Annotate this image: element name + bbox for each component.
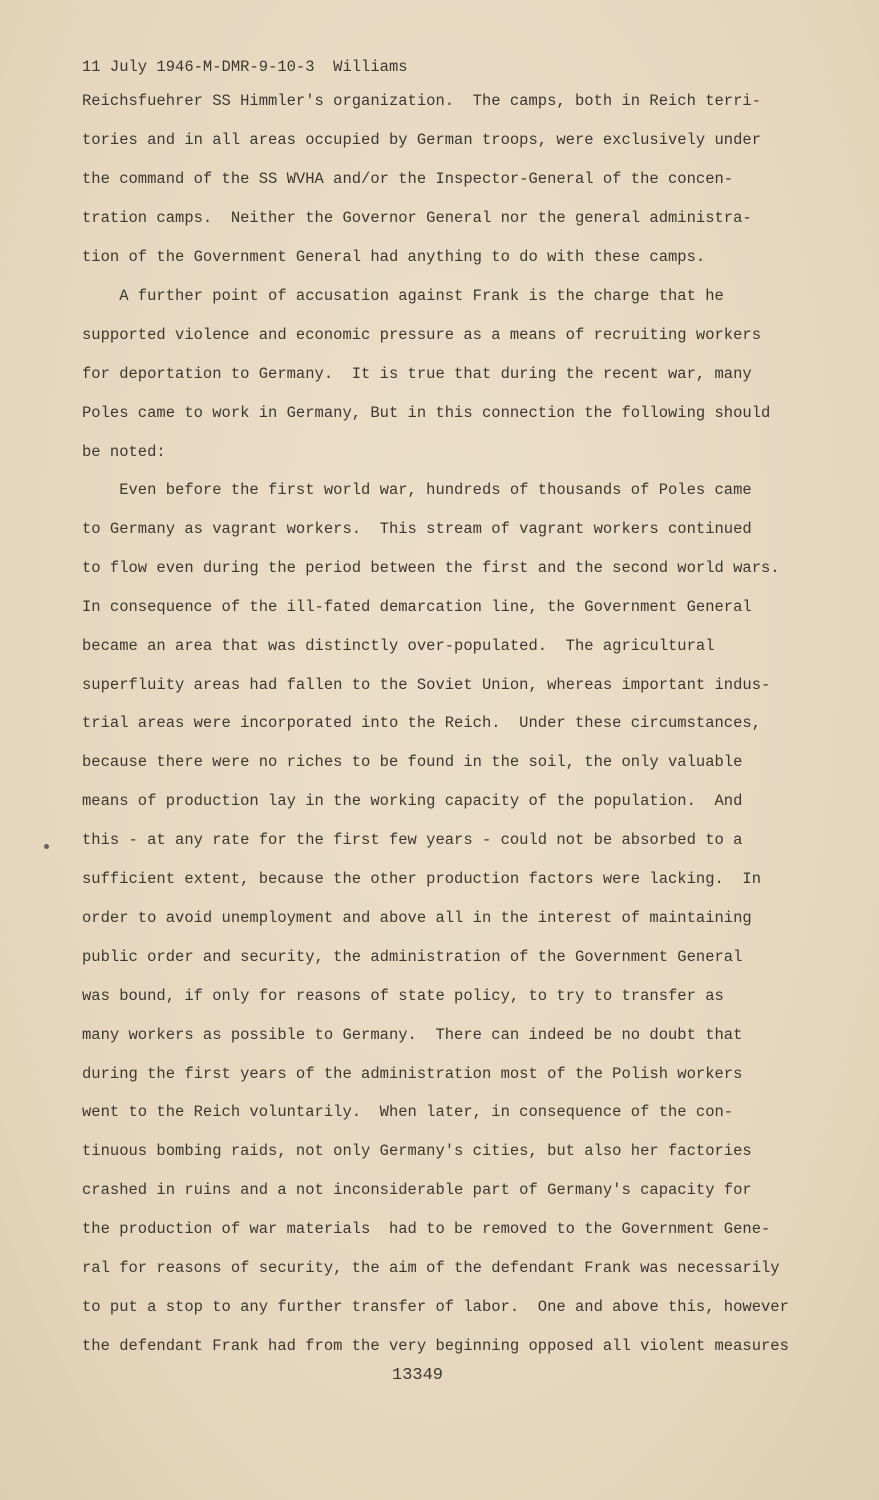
text-line: be noted:: [82, 443, 166, 461]
text-line: became an area that was distinctly over-populated. The agricultural: [82, 636, 715, 655]
text-line: to put a stop to any further transfer of labor. One and above this, however: [82, 1297, 789, 1316]
text-line: to flow even during the period between the first and the second world wars.: [82, 558, 780, 577]
page-header: 11 July 1946-M-DMR-9-10-3 Williams: [82, 58, 408, 76]
text-line: this - at any rate for the first few years - could not be absorbed to a: [82, 831, 743, 850]
text-line: A further point of accusation against Frank is the charge that he: [82, 287, 724, 305]
text-line: went to the Reich voluntarily. When later, in consequence of the con-: [82, 1103, 734, 1122]
text-line: superfluity areas had fallen to the Soviet Union, whereas important indus-: [82, 675, 771, 694]
text-line: many workers as possible to Germany. There can indeed be no doubt that: [82, 1025, 743, 1044]
text-line: the production of war materials had to be removed to the Government Gene-: [82, 1220, 771, 1239]
text-line: In consequence of the ill-fated demarcation line, the Government General: [82, 597, 752, 616]
text-line: was bound, if only for reasons of state policy, to try to transfer as: [82, 986, 724, 1005]
text-line: crashed in ruins and a not inconsiderable part of Germany's capacity for: [82, 1181, 752, 1200]
text-line: Poles came to work in Germany, But in this connection the following should: [82, 404, 771, 422]
text-line: public order and security, the administration of the Government General: [82, 947, 743, 966]
punch-mark: [44, 844, 49, 849]
text-line: ral for reasons of security, the aim of the defendant Frank was necessarily: [82, 1259, 780, 1277]
text-line: Reichsfuehrer SS Himmler's organization. The camps, both in Reich terri-: [82, 92, 762, 110]
text-line: tion of the Government General had anything to do with these camps.: [82, 248, 706, 266]
text-line: order to avoid unemployment and above all in the interest of maintaining: [82, 908, 752, 927]
text-line: to Germany as vagrant workers. This stream of vagrant workers continued: [82, 519, 752, 538]
text-line: tinuous bombing raids, not only Germany's cities, but also her factories: [82, 1142, 752, 1161]
text-line: the defendant Frank had from the very beginning opposed all violent measures: [82, 1336, 789, 1355]
text-line: tration camps. Neither the Governor General nor the general administra-: [82, 209, 752, 227]
text-line: sufficient extent, because the other production factors were lacking. In: [82, 870, 762, 888]
text-line: during the first years of the administration most of the Polish workers: [82, 1064, 743, 1083]
text-line: trial areas were incorporated into the Reich. Under these circumstances,: [82, 714, 762, 733]
text-line: Even before the first world war, hundreds of thousands of Poles came: [82, 481, 752, 499]
text-line: because there were no riches to be found in the soil, the only valuable: [82, 753, 743, 772]
text-line: supported violence and economic pressure as a means of recruiting workers: [82, 326, 762, 344]
text-line: for deportation to Germany. It is true that during the recent war, many: [82, 365, 752, 383]
text-line: tories and in all areas occupied by German troops, were exclusively under: [82, 131, 762, 149]
text-line: the command of the SS WVHA and/or the Inspector-General of the concen-: [82, 170, 734, 188]
page-number: 13349: [392, 1366, 444, 1385]
text-line: means of production lay in the working capacity of the population. And: [82, 792, 743, 811]
